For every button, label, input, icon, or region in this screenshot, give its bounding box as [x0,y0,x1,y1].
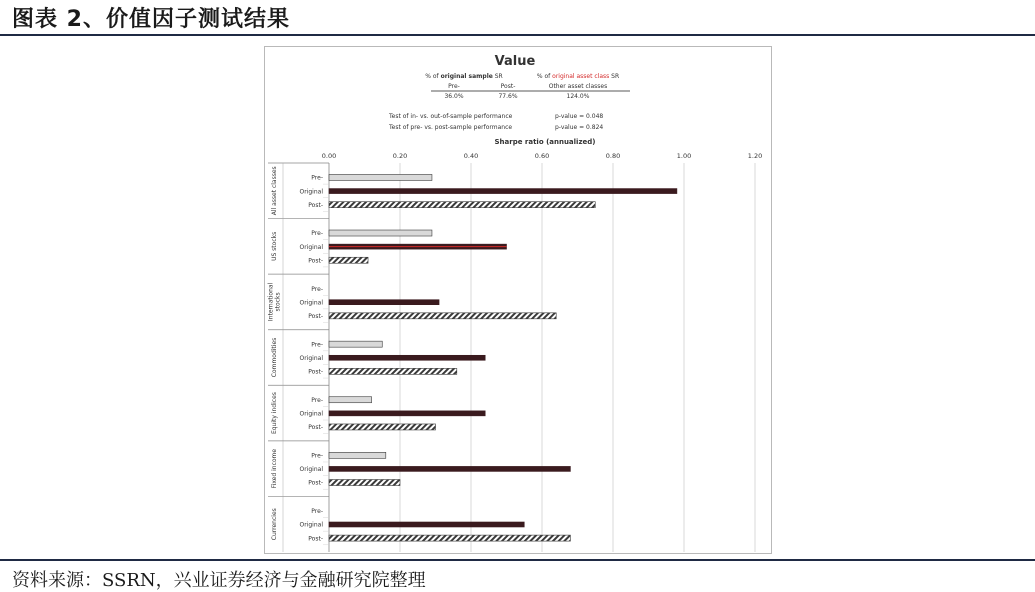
bar-post [329,368,457,374]
bar-row-label: Pre- [311,341,323,349]
bar-row-label: Post- [308,313,323,321]
x-tick-label: 1.00 [676,152,692,160]
group-label: Currencies [271,508,278,541]
summary-col2-header: % of original asset class SR [536,73,620,80]
footer-rule [0,559,1035,561]
bar-row-label: Pre- [311,285,323,293]
bar-original [329,466,570,471]
test-value-1: p-value = 0.048 [555,113,604,120]
x-tick-label: 1.20 [747,152,763,160]
summary-subheader-pre: Pre- [448,83,460,90]
summary-value-other: 124.0% [566,93,590,100]
bar-original [329,355,485,360]
test-label-1: Test of in- vs. out-of-sample performance [389,113,513,120]
bar-original [329,411,485,416]
page-title: 图表 2、价值因子测试结果 [12,7,290,32]
summary-value-pre: 36.0% [444,93,464,100]
bar-post [329,257,368,263]
x-tick-label: 0.60 [534,152,550,160]
group-label: All asset classes [271,166,278,216]
bar-post [329,202,595,208]
bar-original [329,300,439,305]
bar-pre [329,452,386,458]
summary-value-post: 77.6% [498,93,518,100]
group-label: stocks [274,292,282,312]
bar-row-label: Original [299,521,323,529]
summary-subheader-post: Post- [500,83,516,90]
bar-row-label: Pre- [311,452,323,460]
bar-original [329,522,524,527]
bar-row-label: Post- [308,535,323,543]
bar-post [329,535,570,541]
bar-row-label: Pre- [311,396,323,404]
bar-chart [265,47,771,553]
summary-col1-header: % of original sample SR [425,73,503,80]
x-tick-label: 0.00 [321,152,337,160]
bar-row-label: Original [299,188,323,196]
bar-row-label: Pre- [311,230,323,238]
header-rule [0,34,1035,36]
bar-post [329,480,400,486]
bar-row-label: Original [299,299,323,307]
bar-row-label: Post- [308,424,323,432]
bar-pre [329,174,432,180]
x-tick-label: 0.20 [392,152,408,160]
bar-row-label: Original [299,243,323,251]
test-label-2: Test of pre- vs. post-sample performance [389,124,513,131]
bar-row-label: Post- [308,201,323,209]
bar-row-label: Post- [308,257,323,265]
bar-pre [329,230,432,236]
summary-subheader-other: Other asset classes [548,83,608,90]
bar-row-label: Original [299,354,323,362]
group-label: Fixed income [271,448,278,489]
x-tick-label: 0.40 [463,152,479,160]
bar-original [329,189,677,194]
chart-title: Value [494,54,536,69]
bar-post [329,424,436,430]
group-label: US stocks [271,231,278,261]
bar-post [329,313,556,319]
group-label: International [267,282,275,322]
bar-pre [329,341,382,347]
test-value-2: p-value = 0.824 [555,124,604,131]
x-tick-label: 0.80 [605,152,621,160]
bar-row-label: Pre- [311,174,323,182]
bar-row-label: Post- [308,479,323,487]
bar-pre [329,397,372,403]
chart-frame [264,46,772,554]
bar-row-label: Original [299,466,323,474]
bar-row-label: Pre- [311,508,323,516]
bar-row-label: Original [299,410,323,418]
bar-row-label: Post- [308,368,323,376]
group-label: Equity indices [271,392,278,435]
source-note: 资料来源：SSRN，兴业证券经济与金融研究院整理 [12,570,426,591]
group-label: Commodities [271,337,278,378]
x-axis-label: Sharpe ratio (annualized) [494,138,596,146]
